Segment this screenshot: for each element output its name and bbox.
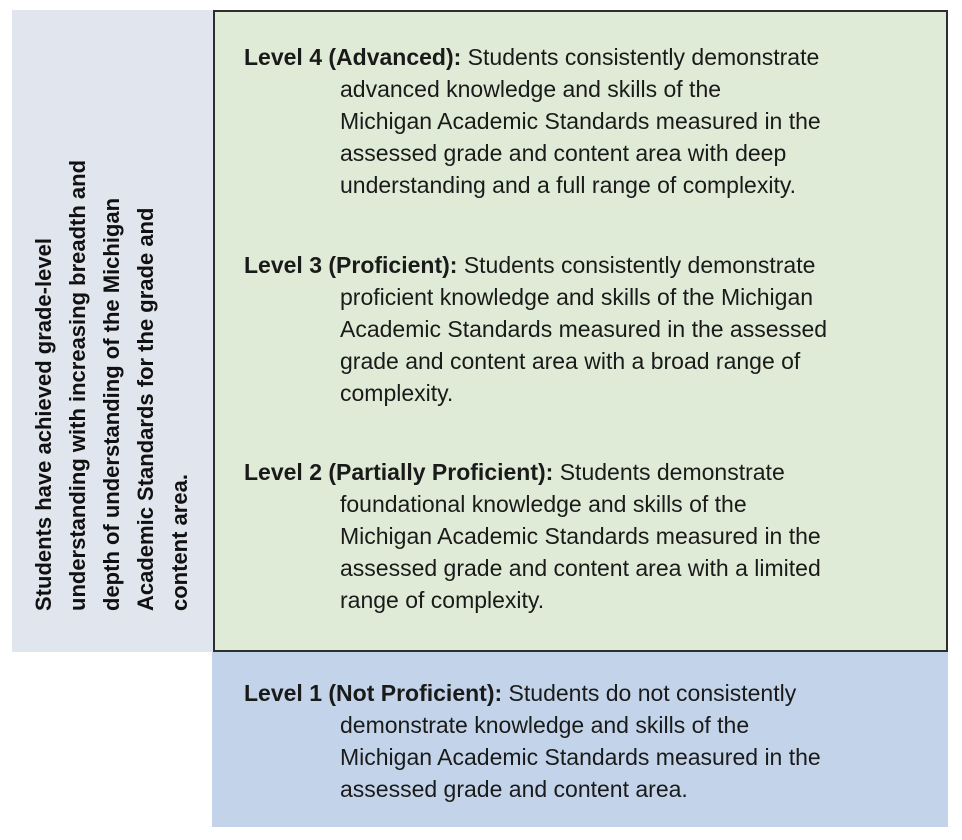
level-heading: Level 3 (Proficient): xyxy=(244,252,458,278)
level-text-line: understanding and a full range of complexity. xyxy=(340,172,797,198)
level-text-line: advanced knowledge and skills of the xyxy=(340,76,722,102)
level-4-description xyxy=(244,41,924,201)
level-text-line: grade and content area with a broad range of xyxy=(340,348,801,374)
level-heading: Level 4 (Advanced): xyxy=(244,44,462,70)
proficient-summary-panel xyxy=(12,10,213,652)
summary-line: depth of understanding of the Michigan xyxy=(99,197,124,611)
level-1-description xyxy=(244,677,924,805)
level-text-line: Academic Standards measured in the assessed xyxy=(340,316,828,342)
level-text-line: demonstrate knowledge and skills of the xyxy=(340,712,750,738)
level-first-line xyxy=(244,456,924,488)
level-text-line: foundational knowledge and skills of the xyxy=(340,491,747,517)
summary-line: content area. xyxy=(167,474,192,611)
summary-line: understanding with increasing breadth and xyxy=(65,159,90,611)
level-first-line xyxy=(244,249,924,281)
level-text-line: Michigan Academic Standards measured in the xyxy=(340,108,821,134)
summary-line: Academic Standards for the grade and xyxy=(133,207,158,611)
level-text: Students do not consistently xyxy=(502,680,797,706)
level-text: Students demonstrate xyxy=(553,459,785,485)
proficient-summary-rotated xyxy=(27,51,197,611)
level-text: Students consistently demonstrate xyxy=(457,252,816,278)
proficient-summary-text xyxy=(27,51,197,611)
level-first-line xyxy=(244,677,924,709)
summary-line: Students have achieved grade-level xyxy=(31,238,56,611)
level-text-line: complexity. xyxy=(340,380,454,406)
level-3-description xyxy=(244,249,924,409)
level-text-line: assessed grade and content area with a limited xyxy=(340,555,821,581)
level-text-line: proficient knowledge and skills of the Michigan xyxy=(340,284,814,310)
level-2-description xyxy=(244,456,924,616)
level-first-line xyxy=(244,41,924,73)
level-text-line: Michigan Academic Standards measured in the xyxy=(340,523,821,549)
level-text-line: assessed grade and content area. xyxy=(340,776,688,802)
level-text: Students consistently demonstrate xyxy=(461,44,820,70)
level-text-line: range of complexity. xyxy=(340,587,545,613)
level-heading: Level 2 (Partially Proficient): xyxy=(244,459,554,485)
level-text-line: Michigan Academic Standards measured in the xyxy=(340,744,821,770)
level-text-line: assessed grade and content area with deep xyxy=(340,140,787,166)
level-heading: Level 1 (Not Proficient): xyxy=(244,680,503,706)
